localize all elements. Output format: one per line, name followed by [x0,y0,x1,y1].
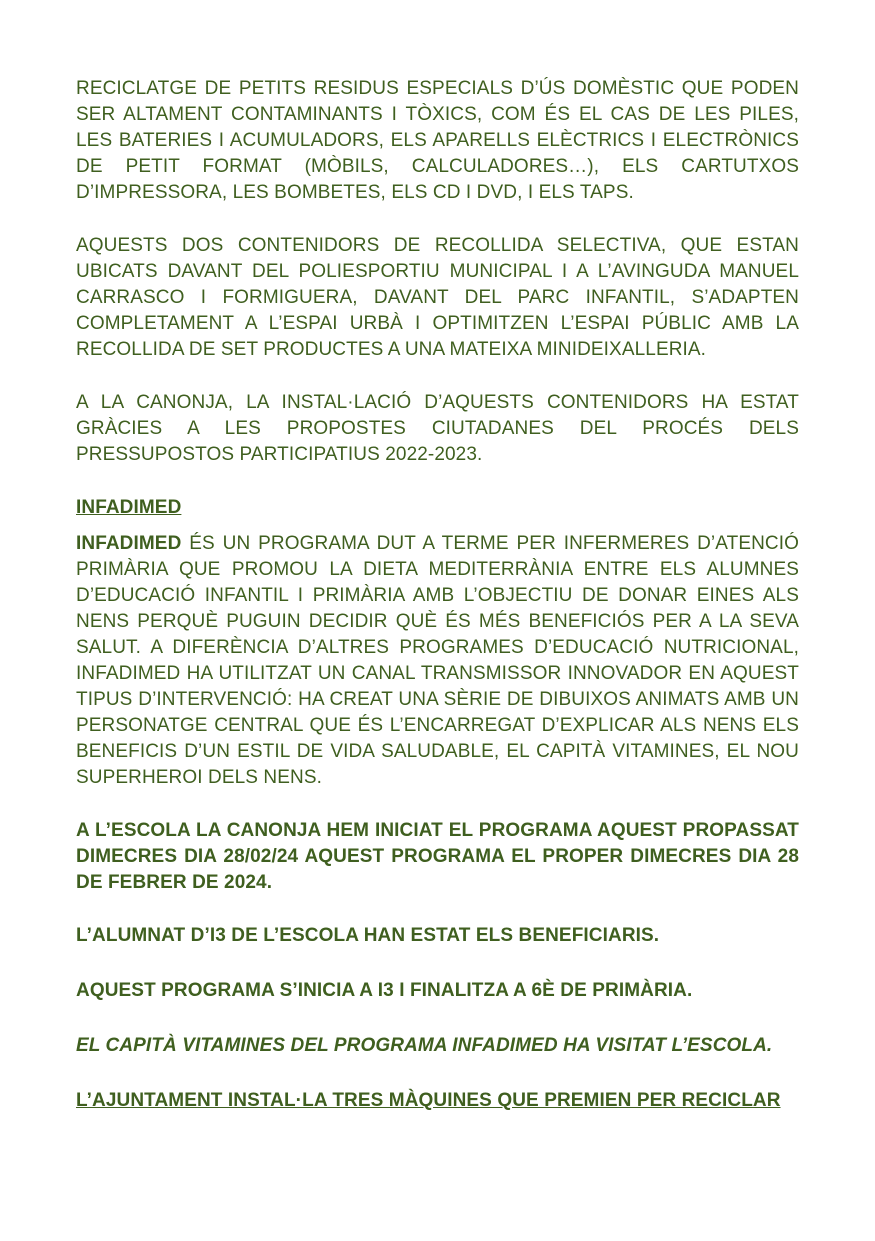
document-page [76,76,799,1114]
paragraph-infadimed [76,531,799,791]
heading-ajuntament: L’AJUNTAMENT INSTAL·LA TRES MÀQUINES QUE PREMIEN PER RECICLAR [76,1090,781,1111]
paragraph-programa: AQUEST PROGRAMA S’INICIA A I3 I FINALITZA A 6È DE PRIMÀRIA. [76,980,693,1001]
paragraph-escola: A L’ESCOLA LA CANONJA HEM INICIAT EL PROGRAMA AQUEST PROPASSAT DIMECRES DIA 28/02/24 AQUEST PROGRAMA EL PROPER DIMECRES DIA 28 DE FEBRER DE 2024. [76,820,799,893]
infadimed-body: ÉS UN PROGRAMA DUT A TERME PER INFERMERES D’ATENCIÓ PRIMÀRIA QUE PROMOU LA DIETA MEDITERRÀNIA ENTRE ELS ALUMNES D’EDUCACIÓ INFANTIL I PRIMÀRIA AMB L’OBJECTIU DE DONAR EINES ALS NENS PERQUÈ PUGUIN DECIDIR QUÈ ÉS MÉS BENEFICIÓS PER A LA SEVA SALUT. A DIFERÈNCIA D’ALTRES PROGRAMES D’EDUCACIÓ NUTRICIONAL, INFADIMED HA UTILITZAT UN CANAL TRANSMISSOR INNOVADOR EN AQUEST TIPUS D’INTERVENCIÓ: HA CREAT UNA SÈRIE DE DIBUIXOS ANIMATS AMB UN PERSONATGE CENTRAL QUE ÉS L’ENCARREGAT D’EXPLICAR ALS NENS ELS BENEFICIS D’UN ESTIL DE VIDA SALUDABLE, EL CAPITÀ VITAMINES, EL NOU SUPERHEROI DELS NENS. [76,533,799,788]
paragraph-reciclatge: RECICLATGE DE PETITS RESIDUS ESPECIALS D’ÚS DOMÈSTIC QUE PODEN SER ALTAMENT CONTAMINANTS I TÒXICS, COM ÉS EL CAS DE LES PILES, LES BATERIES I ACUMULADORS, ELS APARELLS ELÈCTRICS I ELECTRÒNICS DE PETIT FORMAT (MÒBILS, CALCULADORES…), ELS CARTUTXOS D’IMPRESSORA, LES BOMBETES, ELS CD I DVD, I ELS TAPS. [76,78,799,203]
infadimed-heading: INFADIMED [76,497,182,518]
paragraph-canonja: A LA CANONJA, LA INSTAL·LACIÓ D’AQUESTS CONTENIDORS HA ESTAT GRÀCIES A LES PROPOSTES CIUTADANES DEL PROCÉS DELS PRESSUPOSTOS PARTICIPATIUS 2022-2023. [76,392,799,465]
paragraph-alumnat: L’ALUMNAT D’I3 DE L’ESCOLA HAN ESTAT ELS BENEFICIARIS. [76,925,660,946]
paragraph-contenidors: AQUESTS DOS CONTENIDORS DE RECOLLIDA SELECTIVA, QUE ESTAN UBICATS DAVANT DEL POLIESPORTIU MUNICIPAL I A L’AVINGUDA MANUEL CARRASCO I FORMIGUERA, DAVANT DEL PARC INFANTIL, S’ADAPTEN COMPLETAMENT A L’ESPAI URBÀ I OPTIMITZEN L’ESPAI PÚBLIC AMB LA RECOLLIDA DE SET PRODUCTES A UNA MATEIXA MINIDEIXALLERIA. [76,235,799,360]
paragraph-capita-vitamines: EL CAPITÀ VITAMINES DEL PROGRAMA INFADIMED HA VISITAT L’ESCOLA. [76,1035,773,1056]
infadimed-lead: INFADIMED [76,533,182,554]
